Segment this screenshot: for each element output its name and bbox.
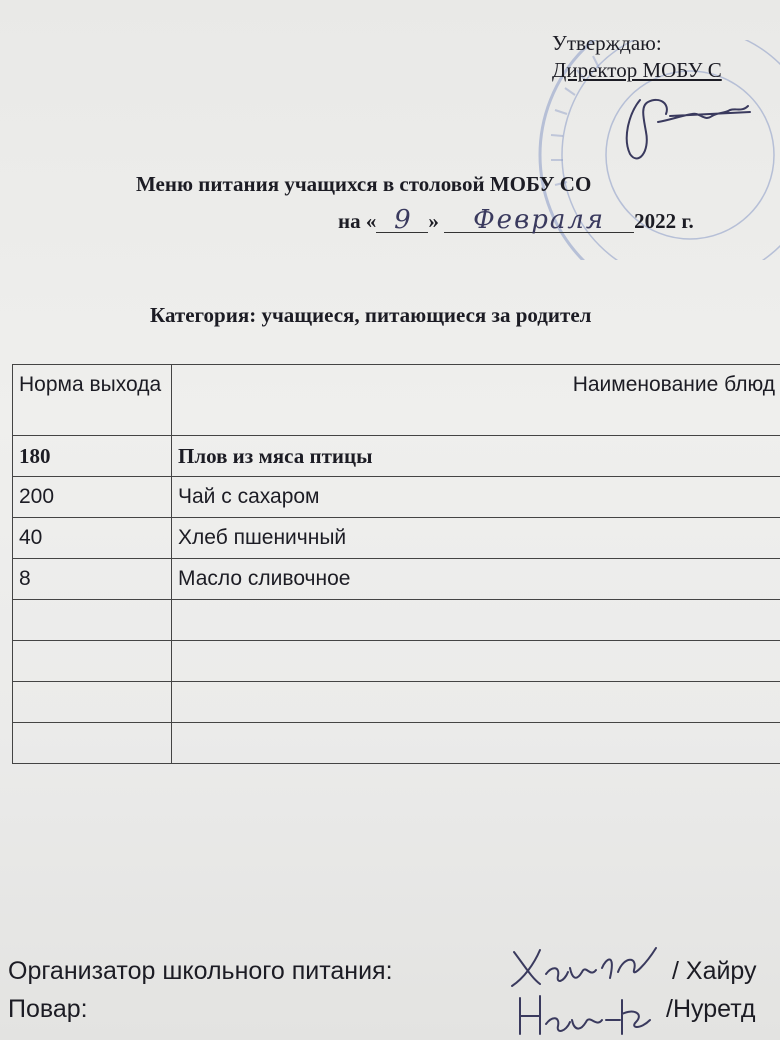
table-row — [13, 518, 780, 559]
qty-cell: 8 — [13, 559, 172, 600]
date-month: Февраля — [444, 208, 634, 233]
dish-cell: Плов из мяса птицы — [172, 436, 780, 477]
cook-signature — [510, 990, 660, 1040]
menu-table — [12, 364, 780, 764]
dish-cell: Чай с сахаром — [172, 477, 780, 518]
qty-cell: 40 — [13, 518, 172, 559]
category-line: Категория: учащиеся, питающиеся за родител — [150, 303, 592, 327]
cook-label: Повар: — [8, 995, 88, 1023]
date-day: 9 — [376, 208, 428, 233]
dish-cell — [172, 682, 780, 723]
approval-label: Утверждаю: — [552, 31, 662, 55]
approval-block — [552, 30, 722, 84]
dish-cell — [172, 600, 780, 641]
header-qty: Норма выхода — [13, 365, 172, 436]
header-name: Наименование блюд — [172, 365, 780, 436]
table-row — [13, 477, 780, 518]
table-row — [13, 559, 780, 600]
table-row — [13, 723, 780, 764]
date-line — [338, 205, 694, 235]
organizer-label: Организатор школьного питания: — [8, 957, 393, 985]
dish-cell: Масло сливочное — [172, 559, 780, 600]
director-line: Директор МОБУ С — [552, 58, 722, 82]
qty-cell — [13, 641, 172, 682]
qty-cell — [13, 682, 172, 723]
organizer-name: / Хайру — [672, 957, 757, 985]
dish-cell — [172, 723, 780, 764]
dish-cell — [172, 641, 780, 682]
qty-cell: 200 — [13, 477, 172, 518]
table-row — [13, 682, 780, 723]
page-title: Меню питания учащихся в столовой МОБУ СО — [136, 172, 592, 196]
table-header-row — [13, 365, 780, 436]
qty-cell: 180 — [13, 436, 172, 477]
table-row — [13, 600, 780, 641]
date-suffix: 2022 г. — [634, 209, 694, 233]
date-mid: » — [428, 209, 439, 233]
organizer-signature — [506, 938, 666, 994]
dish-cell: Хлеб пшеничный — [172, 518, 780, 559]
cook-name: /Нуретд — [666, 995, 756, 1023]
director-signature — [600, 92, 770, 172]
table-row — [13, 641, 780, 682]
qty-cell — [13, 600, 172, 641]
table-row — [13, 436, 780, 477]
date-prefix: на « — [338, 209, 377, 233]
qty-cell — [13, 723, 172, 764]
